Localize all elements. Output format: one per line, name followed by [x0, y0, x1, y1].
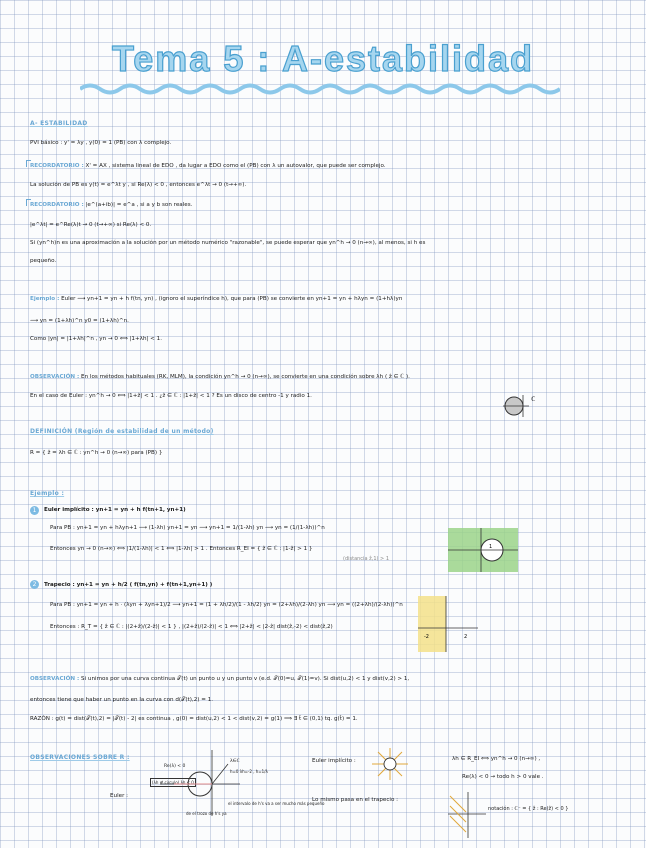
lambda-h-label: h=0 λh=-2 , h=1/λ: [230, 769, 268, 774]
euler-implicito-obs-label: Euler implícito :: [312, 758, 356, 764]
page-title: Tema 5 : A-estabilidad: [111, 38, 535, 79]
ejemplo-label: Ejemplo :: [30, 296, 60, 302]
euler-disk-diagram: [503, 393, 543, 417]
euler-label: Euler :: [110, 793, 129, 799]
axis-label-2: 2: [464, 634, 468, 640]
ejemplo-text-1: Euler ⟿ yn+1 = yn + h f(tn, yn) , (ignoro el superíndice h), que para (PB) se convierte en yn+1 = yn + hλyn = (1+hλ)yn: [61, 296, 403, 302]
euler-implicito-title: Euler implícito : yn+1 = yn + h f(tn+1, yn+1): [44, 507, 186, 513]
heading-a-estabilidad: A- ESTABILIDAD: [30, 120, 88, 127]
recordatorio-text-2: |e^(a+ib)| = e^a , si a y b son reales.: [85, 202, 193, 208]
solution-line: La solución de PB es y(t) = e^λt y , si Re(λ) < 0 , entonces e^λt → 0 (t→+∞).: [30, 182, 247, 188]
observacion-label: OBSERVACIÓN :: [30, 374, 80, 380]
observacion-line-2: En el caso de Euler : yn^h → 0 ⟺ |1+ẑ| < 1 . ¿ẑ ∈ ℂ : |1+ẑ| < 1 ? Es un disco de centro -1 y radio 1.: [30, 393, 312, 399]
trapecio-half-plane-diagram: [448, 792, 486, 838]
trozo-note: de el trozo de h's ya: [186, 811, 227, 816]
ei-condition: λh ∈ R_EI ⟺ yn^h → 0 (n→∞) ,: [452, 756, 541, 762]
complex-plane-label: ℂ: [531, 396, 536, 403]
axis-label-1: 1: [489, 544, 493, 550]
bullet-1-icon: 1: [30, 506, 39, 515]
ei-condition-2: Re(λ) < 0 → todo h > 0 vale .: [462, 774, 544, 780]
si-line-2: pequeño.: [30, 258, 57, 264]
ejemplo-line-3: Como |yn| = |1+λh|^n , yn → 0 ⟺ |1+λh| < 1.: [30, 336, 162, 342]
recordatorio-line-1: [30, 163, 386, 170]
euler-implicito-line-1: Para PB : yn+1 = yn + hλyn+1 ⟿ (1-λh) yn+1 = yn ⟿ yn+1 = 1/(1-λh) yn ⟿ yn = (1/(1-λh))^n: [50, 525, 325, 531]
trapecio-line-1: Para PB : yn+1 = yn + h · (λyn + λyn+1)/2 ⟿ yn+1 = (1 + λh/2)/(1 - λh/2) yn = (2+λh)/(2-λh) yn ⟿ yn = ((2+λh)/(2-λh))^n: [50, 602, 403, 608]
observacion-line-1: [30, 374, 410, 381]
interval-note: el intervalo de h's va a ser mucho más pequeño: [228, 801, 325, 806]
ejemplo-heading-2: Ejemplo :: [30, 490, 65, 497]
euler-implicito-note: (distancia ẑ,1) > 1: [343, 556, 389, 562]
axis-label-minus2: -2: [424, 634, 429, 640]
definicion-line: R = { ẑ = λh ∈ ℂ : yn^h → 0 (n→∞) para (PB) }: [30, 450, 163, 456]
lambda-outside-label: (λh ∉ circulo) λh < 0: [152, 780, 194, 785]
notacion-line: notación : ℂ⁻ = { ẑ : Re(ẑ) < 0 }: [488, 806, 569, 812]
recordatorio-label: RECORDATORIO :: [30, 202, 84, 208]
observacion2-line-2: entonces tiene que haber un punto en la curva con d(𝒯(t),2) = 1.: [30, 697, 214, 703]
ejemplo-line-2: ⟿ yn = (1+λh)^n y0 = (1+λh)^n.: [30, 318, 129, 324]
euler-implicito-sun-diagram: [372, 748, 408, 780]
limit-line: |e^λt| = e^Re(λ)t → 0 (t→+∞) si Re(λ) < 0.: [30, 222, 152, 228]
definicion-heading: DEFINICIÓN (Región de estabilidad de un método): [30, 428, 214, 435]
trapecio-region-diagram: [418, 596, 480, 656]
recordatorio-line-2: [30, 202, 192, 209]
observacion2-line-1: [30, 676, 409, 683]
trapecio-obs-label: Lo mismo pasa en el trapecio :: [312, 797, 399, 803]
bullet-2-icon: 2: [30, 580, 39, 589]
razon-line: RAZÓN : g(t) = dist(𝒯(t),2) = |𝒯(t) - 2| es continua , g(0) = dist(u,2) < 1 < dist(v,2) = g(1) ⟹ ∃ t̂ ∈ (0,1) tq. g(t̂) = 1.: [30, 716, 358, 722]
observacion-text-1: En los métodos habituales (RK, MLM), la condición yn^h → 0 (n→∞), se convierte en una condición sobre λh ( ẑ ∈ ℂ ).: [81, 374, 410, 380]
recordatorio-text-1: X' = AX , sistema lineal de EDO , da lugar a EDO como el (PB) con λ un autovalor, que puede ser complejo.: [85, 163, 386, 169]
re-lambda-label: Re(λ) < 0: [164, 764, 186, 769]
lambda-complex-label: λ∈ℂ: [230, 759, 240, 764]
observaciones-sobre-r-heading: OBSERVACIONES SOBRE R :: [30, 754, 130, 761]
euler-implicito-line-2: Entonces yn → 0 (n→∞) ⟺ |1/(1-λh)| < 1 ⟺ |1-λh| > 1 . Entonces R_EI = { ẑ ∈ ℂ : |1-ẑ| > 1 }: [50, 546, 313, 552]
observacion2-label: OBSERVACIÓN :: [30, 676, 80, 682]
title-underline-waves: [80, 82, 560, 96]
trapecio-title: Trapecio : yn+1 = yn + h/2 ( f(tn,yn) + f(tn+1,yn+1) ): [44, 582, 213, 588]
ejemplo-line-1: [30, 296, 402, 303]
trapecio-line-2: Entonces : R_T = { ẑ ∈ ℂ : |(2+ẑ)/(2-ẑ)| < 1 } , |(2+ẑ)/(2-ẑ)| < 1 ⟺ |2+ẑ| < |2-ẑ| dist(ẑ,-2) < dist(ẑ,2): [50, 624, 333, 630]
si-line-1: Si (yn^h)n es una aproximación a la solución por un método numérico "razonable", se puede esperar que yn^h → 0 (n→∞), al menos, si h es: [30, 240, 426, 246]
pvi-line: PVI básico : y' = λy , y(0) = 1 (PB) con λ complejo.: [30, 140, 172, 146]
observacion2-text-1: Si unimos por una curva continua 𝒯(t) un punto u y un punto v (e.d. 𝒯(0)=u, 𝒯(1)=v). Si dist(u,2) < 1 y dist(v,2) > 1,: [81, 676, 410, 682]
euler-implicito-region-diagram: [448, 528, 518, 572]
recordatorio-label: RECORDATORIO :: [30, 163, 84, 169]
